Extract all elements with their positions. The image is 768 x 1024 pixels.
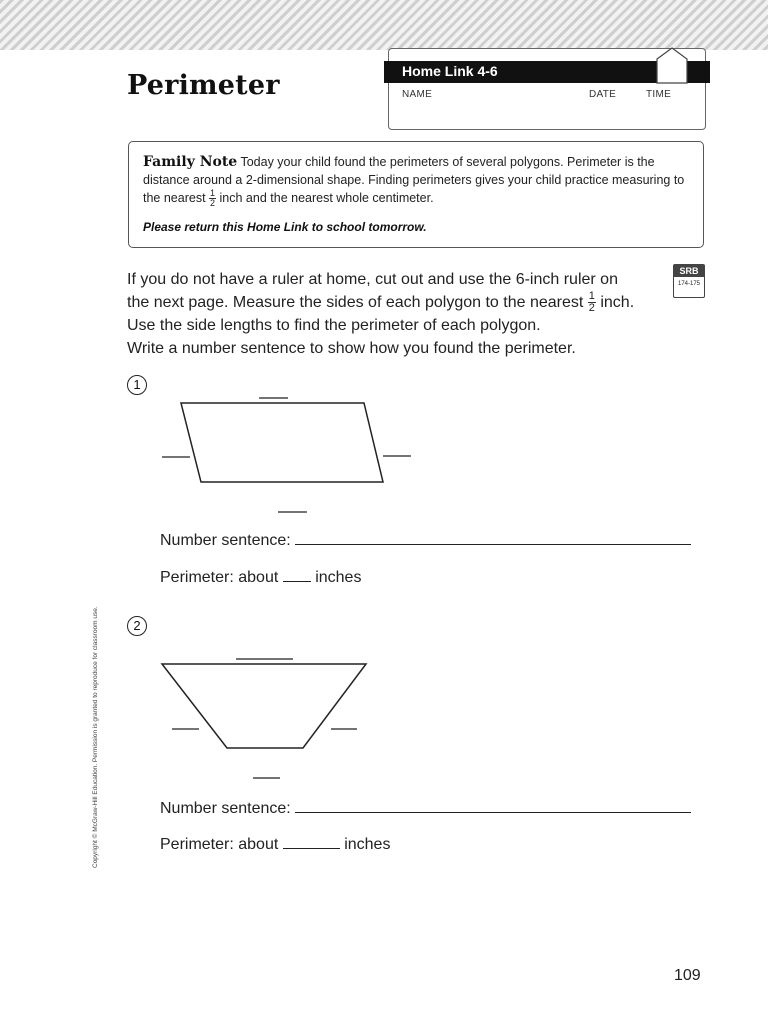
- instruction-line-2a: the next page. Measure the sides of each polygon to the nearest: [127, 294, 584, 311]
- srb-label: SRB: [674, 265, 704, 277]
- home-link-label: Home Link 4-6: [402, 63, 498, 79]
- trapezoid-shape: [162, 664, 366, 748]
- problem-2-perimeter: [160, 836, 390, 854]
- family-note-body-1: Today your child found the perimeters of several polygons. Perimeter is the distance around a 2-dimensional shape. Finding perimeters gives your child practice measuring to the nearest: [143, 155, 685, 205]
- family-note-heading: Family Note: [143, 154, 238, 170]
- instruction-line-2: [127, 291, 687, 314]
- name-label: NAME: [402, 89, 433, 100]
- perimeter-answer-line[interactable]: [283, 581, 311, 582]
- perimeter-units: inches: [315, 569, 362, 586]
- perimeter-label: Perimeter: about: [160, 569, 279, 586]
- parallelogram-shape: [181, 403, 383, 482]
- problem-2-number-sentence: [160, 800, 691, 818]
- return-instruction: Please return this Home Link to school tomorrow.: [143, 220, 427, 234]
- instruction-line-4: Write a number sentence to show how you found the perimeter.: [127, 340, 576, 358]
- srb-pages: 174-175: [677, 281, 701, 287]
- problem-1-number: 1: [127, 375, 147, 395]
- number-sentence-label: Number sentence:: [160, 800, 291, 817]
- page-title: Perimeter: [127, 70, 280, 101]
- fraction-denominator: 2: [210, 198, 216, 209]
- instruction-fraction-numerator: 1: [588, 290, 595, 303]
- copyright-notice: Copyright © McGraw-Hill Education. Permission is granted to reproduce for classroom use.: [92, 606, 99, 868]
- perimeter-label: Perimeter: about: [160, 836, 279, 853]
- instructions: [127, 268, 687, 360]
- instruction-fraction-denominator: 2: [588, 302, 595, 315]
- number-sentence-label: Number sentence:: [160, 532, 291, 549]
- problem-1-perimeter: [160, 569, 361, 587]
- number-sentence-answer-line[interactable]: [295, 544, 691, 545]
- instruction-fraction: [588, 291, 596, 314]
- fraction-numerator: 1: [210, 188, 216, 199]
- time-label: TIME: [646, 89, 672, 100]
- family-note-text: [143, 153, 693, 208]
- instruction-line-3: Use the side lengths to find the perimeter of each polygon.: [127, 317, 541, 335]
- date-label: DATE: [589, 89, 617, 100]
- instruction-line-1: If you do not have a ruler at home, cut out and use the 6-inch ruler on: [127, 271, 618, 288]
- srb-book-icon: [673, 264, 705, 298]
- instruction-line-2b: inch.: [600, 294, 635, 311]
- header-stripe-band: [0, 0, 768, 50]
- perimeter-answer-line[interactable]: [283, 848, 340, 849]
- fraction-half: [209, 189, 216, 208]
- family-note-body-2: inch and the nearest whole centimeter.: [219, 191, 434, 205]
- perimeter-units: inches: [344, 836, 391, 853]
- number-sentence-answer-line[interactable]: [295, 812, 691, 813]
- problem-2-number: 2: [127, 616, 147, 636]
- problem-1-number-sentence: [160, 532, 691, 550]
- house-icon: [654, 45, 690, 85]
- page-number: 109: [674, 967, 701, 984]
